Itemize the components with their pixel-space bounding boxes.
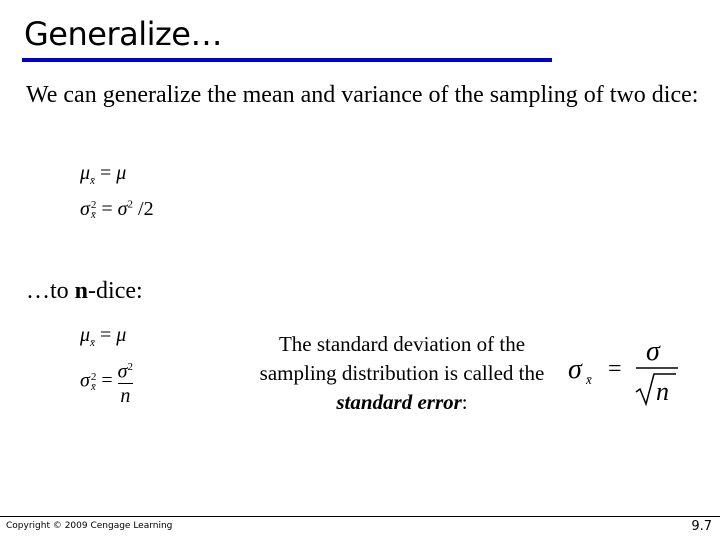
mean-symbol-rhs: μ [116,162,127,184]
divide-by-two: /2 [138,198,154,220]
page-number: 9.7 [691,519,712,534]
xbar-subscript: x̄ [90,380,96,393]
fraction-sigma: σ [117,360,128,383]
two-dice-variance-formula: σ 2 x̄ = $\sigma^2$ /2 [80,198,154,222]
standard-error-formula [566,336,686,410]
se-numerator-sigma: σ [646,336,660,367]
fraction-squared: 2 [127,361,134,373]
mean-symbol-rhs: μ [116,324,127,346]
mean-symbol: μ [80,162,91,184]
se-denominator-n: n [656,377,669,406]
slide-title: Generalize… [24,15,222,53]
mean-symbol: μ [80,324,91,346]
squared-superscript: 2 [90,370,97,383]
xbar-subscript: x̄ [90,209,96,222]
standard-error-description: The standard deviation of the sampling distribution is called the [259,332,545,385]
rhs-squared: 2 [127,198,134,211]
n-dice-prefix: …to [26,278,75,304]
standard-error-colon: : [461,390,468,414]
n-dice-bold: n [74,278,89,304]
xbar-subscript: x̄ [90,175,95,187]
fraction-n: n [120,384,131,407]
standard-error-text [252,330,552,417]
title-underline [22,58,552,62]
se-sigma: σ [568,354,582,385]
two-dice-mean-formula: $\mu_{x̄} = \mu$ [80,162,127,187]
squared-superscript: 2 [90,199,97,212]
se-equals: = [608,356,622,382]
n-dice-variance-formula: σ 2 x̄ = $\frac{\sigma^2}{n}$ [80,356,133,408]
n-dice-suffix: -dice: [88,278,143,304]
sigma-symbol: σ [80,198,90,220]
sigma-symbol-rhs: σ [117,198,128,220]
intro-text: We can generalize the mean and variance of the sampling of two dice: [26,82,699,108]
xbar-subscript: x̄ [90,337,95,349]
n-dice-mean-formula: $\mu_{x̄} = \mu$ [80,324,127,349]
n-dice-text [26,276,143,306]
copyright-notice: Copyright © 2009 Cengage Learning [6,521,173,531]
se-xbar-subscript: x̄ [586,372,592,387]
variance-fraction [118,356,133,408]
sigma-symbol: σ [80,369,90,392]
footer-divider [0,516,720,517]
standard-error-term: standard error [336,390,462,414]
